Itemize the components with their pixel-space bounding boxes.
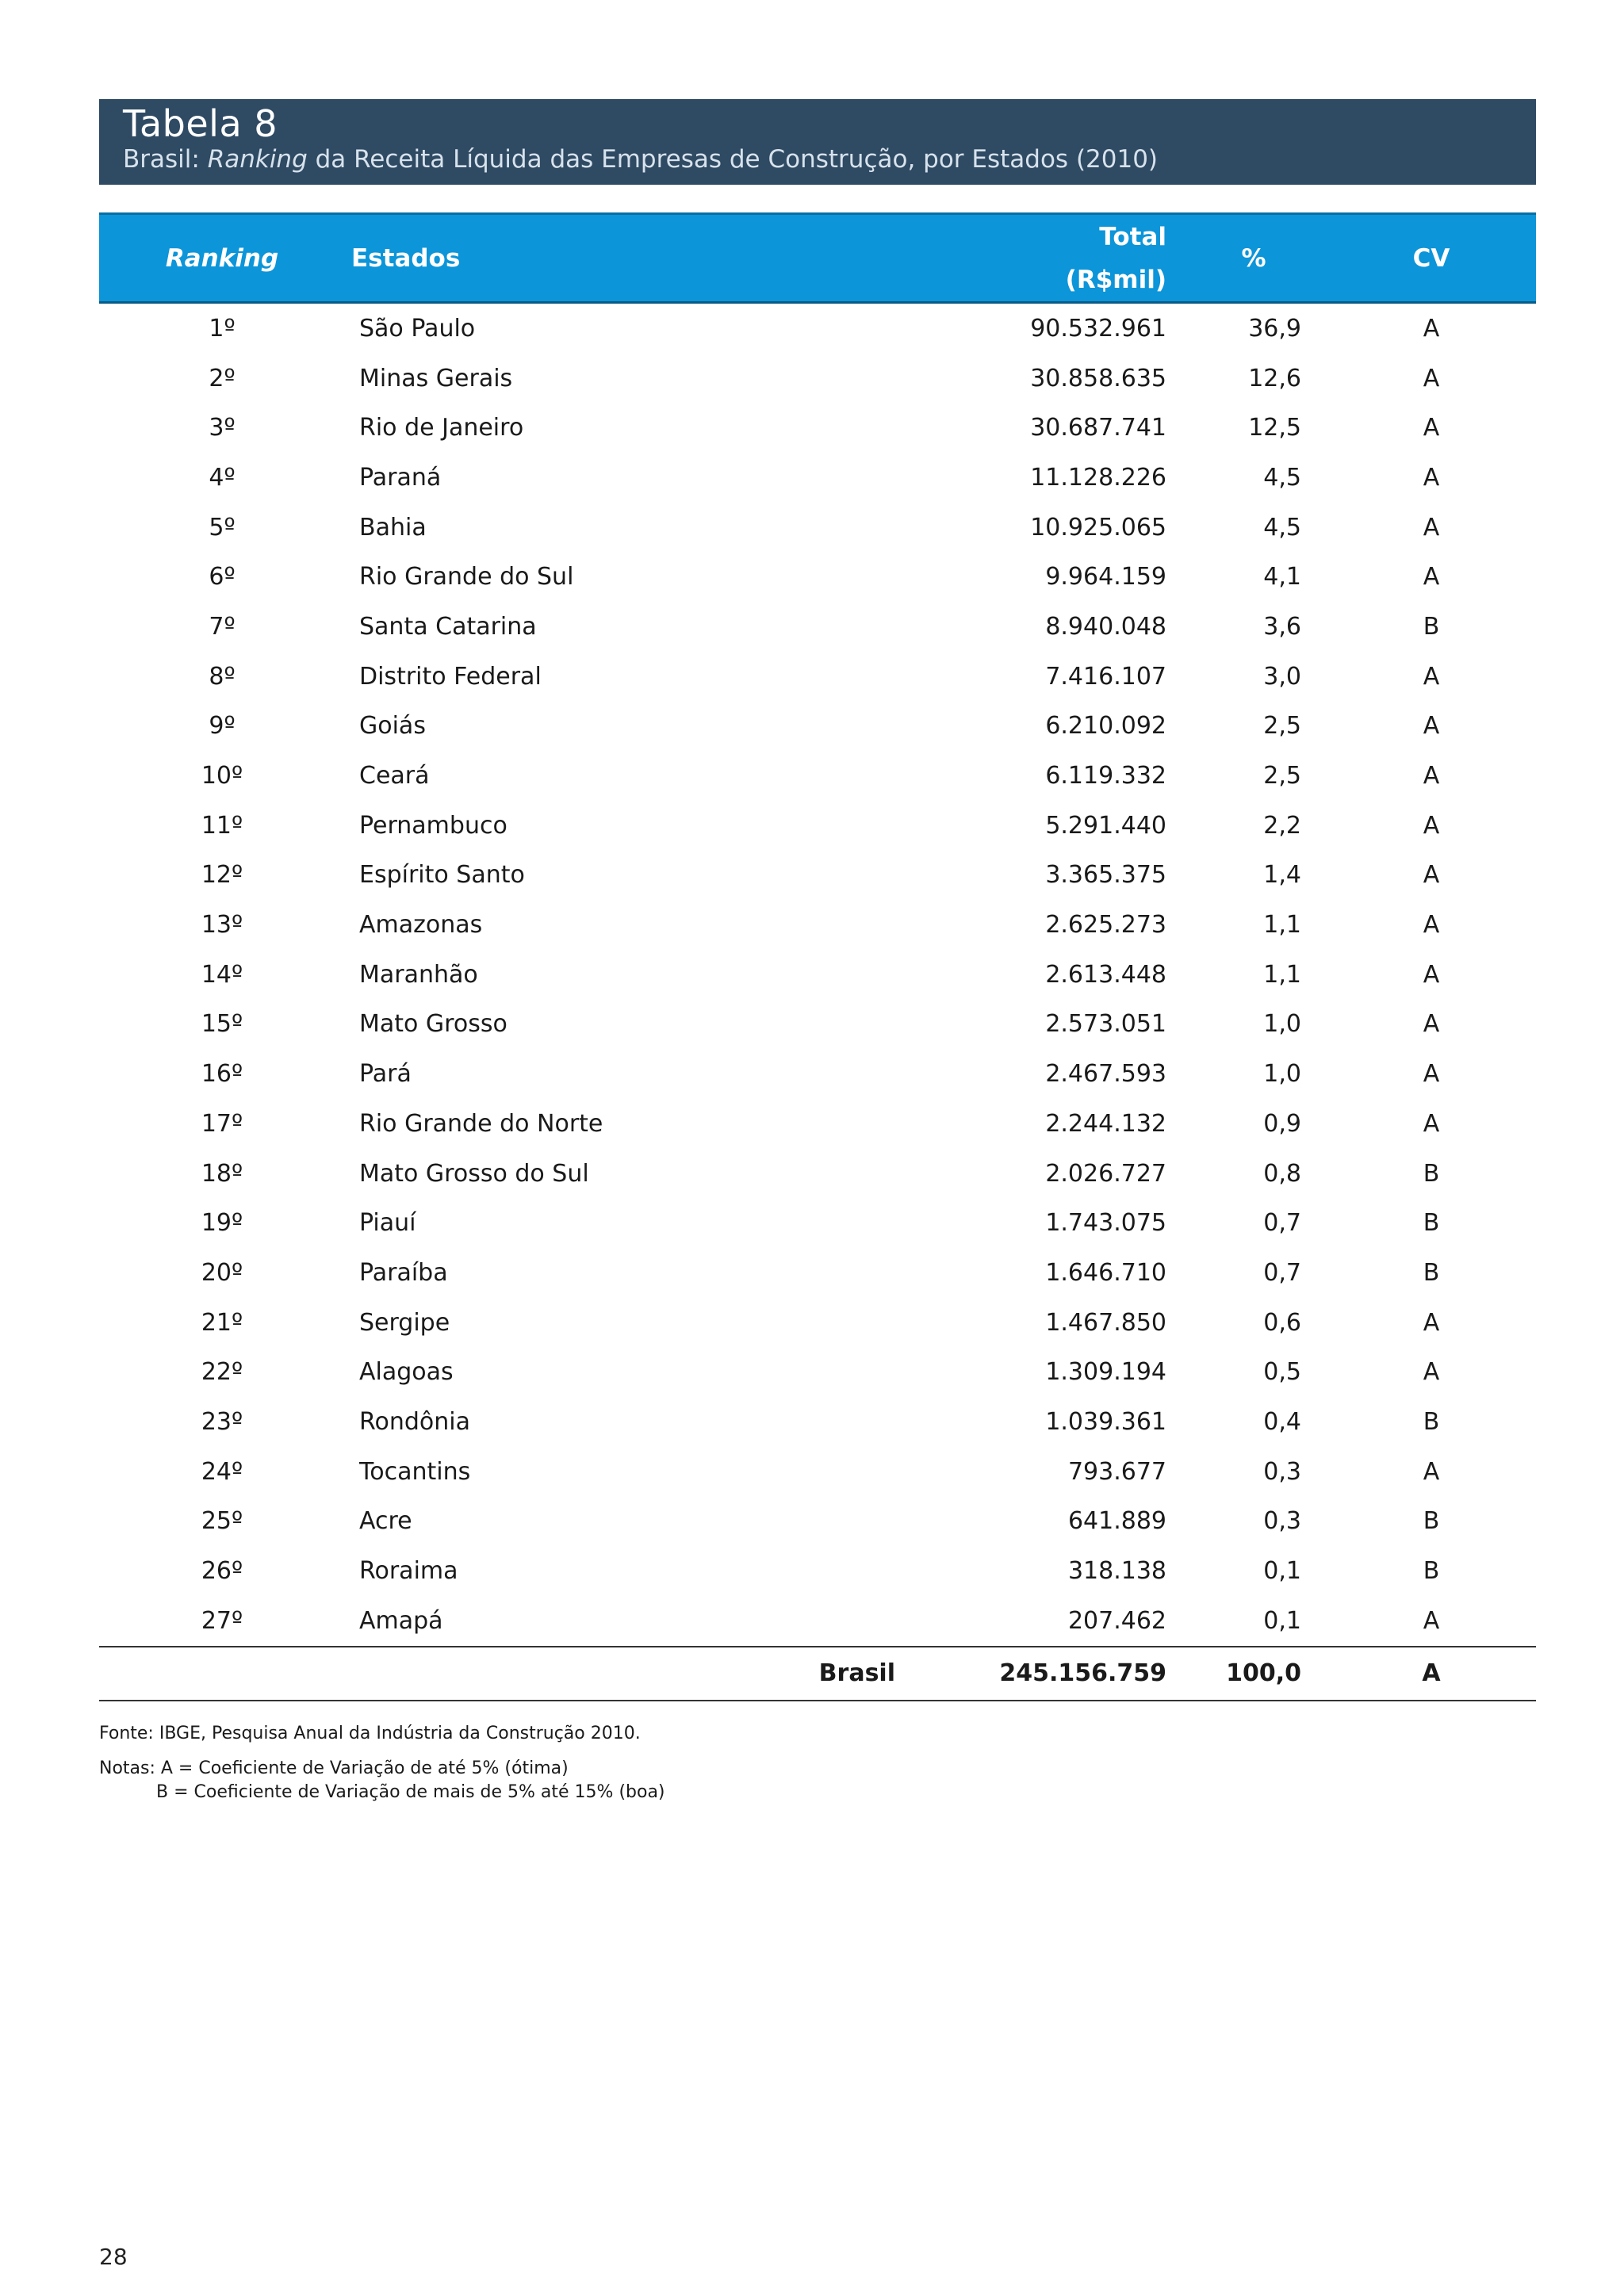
cell-percent: 0,3 <box>1263 1457 1301 1486</box>
cell-rank: 6º <box>209 563 236 591</box>
table-row <box>99 702 1536 752</box>
cell-state: Rio Grande do Norte <box>359 1109 603 1138</box>
table-row <box>99 1298 1536 1348</box>
table-row <box>99 1198 1536 1248</box>
cell-total: 2.026.727 <box>1045 1159 1166 1188</box>
cell-rank: 14º <box>201 960 243 989</box>
ranking-table <box>99 212 1536 1701</box>
table-subtitle <box>123 145 1158 174</box>
cell-rank: 11º <box>201 811 243 840</box>
cell-percent: 1,1 <box>1263 960 1301 989</box>
cell-percent: 0,3 <box>1263 1507 1301 1536</box>
cell-cv: B <box>1423 612 1440 641</box>
cell-percent: 3,0 <box>1263 662 1301 691</box>
cell-cv: A <box>1423 1358 1440 1387</box>
cell-total: 318.138 <box>1067 1557 1166 1586</box>
cell-total: 30.687.741 <box>1030 414 1166 442</box>
cell-total: 10.925.065 <box>1030 513 1166 541</box>
table-header-row <box>99 214 1536 303</box>
cell-percent: 1,4 <box>1263 861 1301 890</box>
page-number: 28 <box>99 2244 128 2270</box>
cell-state: Pará <box>359 1060 412 1089</box>
cell-rank: 13º <box>201 911 243 939</box>
source-note: Fonte: IBGE, Pesquisa Anual da Indústria da Construção 2010. <box>99 1724 641 1743</box>
subtitle-rest: da Receita Líquida das Empresas de Construção, por Estados (2010) <box>307 145 1159 174</box>
cell-percent: 1,1 <box>1263 911 1301 939</box>
cell-percent: 1,0 <box>1263 1060 1301 1089</box>
note-a: Notas: A = Coeficiente de Variação de até 5% (ótima) <box>99 1758 569 1778</box>
cell-percent: 0,7 <box>1263 1258 1301 1287</box>
table-title: Tabela 8 <box>123 102 278 145</box>
table-row <box>99 1347 1536 1397</box>
table-row <box>99 303 1536 354</box>
cell-rank: 10º <box>201 762 243 790</box>
cell-rank: 9º <box>209 712 236 740</box>
subtitle-prefix: Brasil: <box>123 145 208 174</box>
cell-state: Acre <box>359 1507 412 1536</box>
cell-cv: A <box>1423 960 1440 989</box>
cell-percent: 12,6 <box>1248 364 1301 392</box>
table-row <box>99 751 1536 801</box>
cell-percent: 36,9 <box>1248 314 1301 342</box>
table-row <box>99 1149 1536 1199</box>
cell-cv: B <box>1423 1159 1440 1188</box>
table-row <box>99 1248 1536 1298</box>
subtitle-italic: Ranking <box>207 145 308 174</box>
cell-rank: 1º <box>209 314 236 342</box>
cell-total: 2.613.448 <box>1045 960 1166 989</box>
cell-total: 1.743.075 <box>1045 1209 1166 1238</box>
cell-state: Maranhão <box>359 960 478 989</box>
table-row <box>99 1596 1536 1647</box>
cell-percent: 0,7 <box>1263 1209 1301 1238</box>
cell-rank: 5º <box>209 513 236 541</box>
cell-total: 6.210.092 <box>1045 712 1166 740</box>
table-total-row <box>99 1647 1536 1701</box>
cell-state: Pernambuco <box>359 811 508 840</box>
cell-cv: A <box>1423 414 1440 442</box>
cell-cv: B <box>1423 1258 1440 1287</box>
total-label: Brasil <box>99 1647 895 1701</box>
cell-state: Santa Catarina <box>359 612 537 641</box>
cell-total: 1.467.850 <box>1045 1308 1166 1337</box>
table-row <box>99 1049 1536 1099</box>
cell-total: 793.677 <box>1067 1457 1166 1486</box>
cell-cv: A <box>1423 861 1440 890</box>
cell-state: Mato Grosso <box>359 1010 508 1039</box>
cell-state: Bahia <box>359 513 427 541</box>
total-cv: A <box>1327 1647 1536 1701</box>
total-percent: 100,0 <box>1181 1647 1327 1701</box>
table-notes <box>99 1722 665 1804</box>
cell-cv: A <box>1423 811 1440 840</box>
header-total-line1: Total <box>1099 222 1166 251</box>
cell-percent: 0,6 <box>1263 1308 1301 1337</box>
cell-total: 2.244.132 <box>1045 1109 1166 1138</box>
cell-total: 7.416.107 <box>1045 662 1166 691</box>
table-body <box>99 303 1536 1647</box>
table-row <box>99 801 1536 851</box>
cell-rank: 27º <box>201 1606 243 1635</box>
note-b: B = Coeficiente de Variação de mais de 5% até 15% (boa) <box>156 1782 665 1802</box>
cell-state: Roraima <box>359 1557 458 1586</box>
table-row <box>99 950 1536 1000</box>
cell-rank: 12º <box>201 861 243 890</box>
cell-percent: 1,0 <box>1263 1010 1301 1039</box>
cell-cv: A <box>1423 1457 1440 1486</box>
cell-percent: 0,1 <box>1263 1606 1301 1635</box>
table-row <box>99 403 1536 453</box>
cell-cv: B <box>1423 1507 1440 1536</box>
cell-total: 3.365.375 <box>1045 861 1166 890</box>
cell-total: 1.309.194 <box>1045 1358 1166 1387</box>
cell-cv: A <box>1423 364 1440 392</box>
cell-cv: A <box>1423 662 1440 691</box>
header-ranking: Ranking <box>99 214 345 303</box>
header-total-line2: (R$mil) <box>1065 265 1166 294</box>
cell-percent: 4,5 <box>1263 513 1301 541</box>
table-row <box>99 1099 1536 1149</box>
cell-percent: 0,1 <box>1263 1557 1301 1586</box>
cell-percent: 2,5 <box>1263 762 1301 790</box>
cell-total: 2.625.273 <box>1045 911 1166 939</box>
cell-rank: 26º <box>201 1557 243 1586</box>
cell-percent: 4,5 <box>1263 463 1301 492</box>
cell-cv: A <box>1423 712 1440 740</box>
table-row <box>99 900 1536 950</box>
cell-percent: 2,5 <box>1263 712 1301 740</box>
cell-state: Distrito Federal <box>359 662 542 691</box>
cell-state: Paraíba <box>359 1258 448 1287</box>
cell-total: 9.964.159 <box>1045 563 1166 591</box>
cell-rank: 22º <box>201 1358 243 1387</box>
cell-total: 8.940.048 <box>1045 612 1166 641</box>
cell-rank: 15º <box>201 1010 243 1039</box>
cell-cv: A <box>1423 513 1440 541</box>
header-total <box>895 214 1181 303</box>
cell-state: Amapá <box>359 1606 443 1635</box>
cell-cv: B <box>1423 1407 1440 1436</box>
cell-rank: 17º <box>201 1109 243 1138</box>
cell-cv: A <box>1423 1010 1440 1039</box>
cell-cv: A <box>1423 1308 1440 1337</box>
cell-rank: 23º <box>201 1407 243 1436</box>
cell-total: 6.119.332 <box>1045 762 1166 790</box>
table-row <box>99 1447 1536 1497</box>
table-row <box>99 453 1536 503</box>
cell-percent: 0,4 <box>1263 1407 1301 1436</box>
cell-percent: 0,5 <box>1263 1358 1301 1387</box>
table-row <box>99 652 1536 702</box>
cell-rank: 20º <box>201 1258 243 1287</box>
cell-cv: A <box>1423 911 1440 939</box>
cell-total: 11.128.226 <box>1030 463 1166 492</box>
cell-state: Piauí <box>359 1209 416 1238</box>
cell-cv: A <box>1423 314 1440 342</box>
cell-rank: 2º <box>209 364 236 392</box>
cell-state: Amazonas <box>359 911 483 939</box>
cell-cv: A <box>1423 1060 1440 1089</box>
table-row <box>99 503 1536 553</box>
cell-rank: 4º <box>209 463 236 492</box>
cell-rank: 19º <box>201 1209 243 1238</box>
table-row <box>99 1397 1536 1447</box>
cell-percent: 2,2 <box>1263 811 1301 840</box>
cell-state: Ceará <box>359 762 430 790</box>
table-row <box>99 552 1536 602</box>
table-row <box>99 1000 1536 1050</box>
table-title-bar <box>99 99 1536 185</box>
cell-rank: 18º <box>201 1159 243 1188</box>
cell-state: Rondônia <box>359 1407 470 1436</box>
table-row <box>99 1497 1536 1547</box>
cell-percent: 0,9 <box>1263 1109 1301 1138</box>
cell-cv: B <box>1423 1209 1440 1238</box>
table-row <box>99 851 1536 901</box>
cell-percent: 4,1 <box>1263 563 1301 591</box>
cell-total: 1.039.361 <box>1045 1407 1166 1436</box>
cell-total: 30.858.635 <box>1030 364 1166 392</box>
cell-total: 1.646.710 <box>1045 1258 1166 1287</box>
cell-percent: 0,8 <box>1263 1159 1301 1188</box>
cell-rank: 25º <box>201 1507 243 1536</box>
header-percent: % <box>1181 214 1327 303</box>
cell-rank: 7º <box>209 612 236 641</box>
header-estados: Estados <box>345 214 895 303</box>
cell-rank: 24º <box>201 1457 243 1486</box>
cell-state: Sergipe <box>359 1308 450 1337</box>
cell-rank: 21º <box>201 1308 243 1337</box>
cell-total: 2.467.593 <box>1045 1060 1166 1089</box>
cell-total: 207.462 <box>1067 1606 1166 1635</box>
cell-cv: A <box>1423 1109 1440 1138</box>
cell-rank: 3º <box>209 414 236 442</box>
cell-state: Mato Grosso do Sul <box>359 1159 589 1188</box>
cell-state: Minas Gerais <box>359 364 513 392</box>
cell-total: 5.291.440 <box>1045 811 1166 840</box>
cell-state: Rio Grande do Sul <box>359 563 574 591</box>
cell-cv: A <box>1423 463 1440 492</box>
cell-total: 2.573.051 <box>1045 1010 1166 1039</box>
cell-state: Goiás <box>359 712 426 740</box>
cell-state: Espírito Santo <box>359 861 525 890</box>
cell-state: Tocantins <box>359 1457 471 1486</box>
cell-state: São Paulo <box>359 314 476 342</box>
cell-cv: A <box>1423 762 1440 790</box>
cell-rank: 8º <box>209 662 236 691</box>
header-cv: CV <box>1327 214 1536 303</box>
cell-percent: 3,6 <box>1263 612 1301 641</box>
cell-cv: A <box>1423 1606 1440 1635</box>
cell-state: Rio de Janeiro <box>359 414 524 442</box>
cell-cv: B <box>1423 1557 1440 1586</box>
cell-total: 90.532.961 <box>1030 314 1166 342</box>
cell-total: 641.889 <box>1067 1507 1166 1536</box>
cell-state: Alagoas <box>359 1358 454 1387</box>
cell-state: Paraná <box>359 463 442 492</box>
ranking-table-container <box>99 212 1536 1701</box>
cell-percent: 12,5 <box>1248 414 1301 442</box>
table-row <box>99 354 1536 404</box>
table-row <box>99 602 1536 652</box>
table-row <box>99 1546 1536 1596</box>
total-value: 245.156.759 <box>895 1647 1181 1701</box>
cell-cv: A <box>1423 563 1440 591</box>
cell-rank: 16º <box>201 1060 243 1089</box>
